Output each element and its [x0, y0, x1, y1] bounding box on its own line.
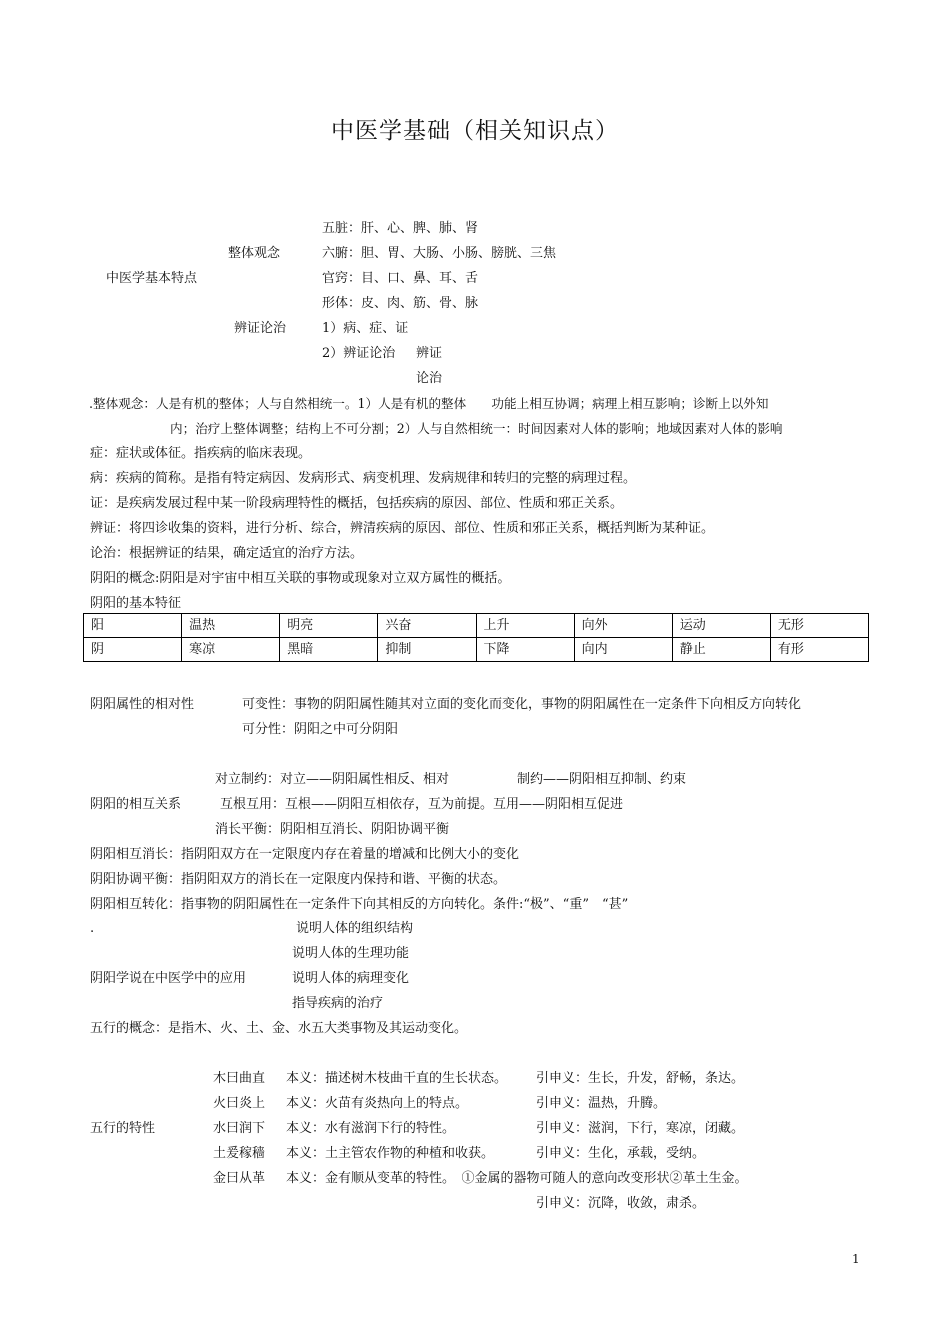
disease-definition: 病：疾病的简称。是指有特定病因、发病形式、病变机理、发病规律和转归的完整的病理过程。 — [90, 471, 637, 486]
syndrome-label: 辨证论治 — [234, 321, 287, 336]
holism-paragraph-cont: 内；治疗上整体调整；结构上不可分割；2）人与自然相统一：时间因素对人体的影响；地域因素对人体的影响 — [170, 421, 783, 436]
relativity-label: 阴阳属性的相对性 — [90, 697, 195, 712]
table-cell: 向内 — [574, 638, 672, 662]
table-cell: 寒凉 — [182, 638, 280, 662]
wuxing-name-metal: 金曰从革 — [213, 1171, 266, 1186]
application-item-3: 说明人体的病理变化 — [292, 971, 410, 986]
syndrome-item-1: 1）病、症、证 — [322, 321, 409, 336]
table-cell: 上升 — [476, 614, 574, 638]
relation-opposition: 对立制约：对立——阴阳属性相反、相对 — [215, 772, 450, 787]
wuxing-original-earth: 本义：土主管农作物的种植和收获。 — [286, 1146, 495, 1161]
holism-label: 整体观念 — [228, 246, 281, 261]
yinyang-features-heading: 阴阳的基本特征 — [90, 596, 182, 611]
wuxing-name-water: 水曰润下 — [213, 1121, 266, 1136]
table-row-yin — [84, 638, 869, 662]
treatment-definition: 论治：根据辨证的结果，确定适宜的治疗方法。 — [90, 546, 364, 561]
table-cell: 阳 — [84, 614, 182, 638]
table-cell: 抑制 — [378, 638, 476, 662]
wuxing-concept: 五行的概念：是指木、火、土、金、水五大类事物及其运动变化。 — [90, 1021, 468, 1036]
table-cell: 有形 — [770, 638, 868, 662]
syndrome-sub-differentiation: 辨证 — [416, 346, 443, 361]
organ-list-orifices: 官窍：目、口、鼻、耳、舌 — [322, 271, 479, 286]
wuxing-original-metal: 本义：金有顺从变革的特性。 ①金属的器物可随人的意向改变形状②革土生金。 — [286, 1171, 748, 1186]
application-item-1: 说明人体的组织结构 — [296, 921, 414, 936]
relativity-divisibility: 可分性：阴阳之中可分阴阳 — [242, 722, 399, 737]
page-title: 中医学基础（相关知识点） — [331, 118, 619, 144]
page-number: 1 — [852, 1252, 860, 1266]
application-label: 阴阳学说在中医学中的应用 — [90, 971, 247, 986]
organ-list-zang: 五脏：肝、心、脾、肺、肾 — [322, 221, 479, 236]
application-item-2: 说明人体的生理功能 — [292, 946, 410, 961]
syndrome-item-2: 2）辨证论治 — [322, 346, 396, 361]
wuxing-extended-water: 引申义：滋润，下行，寒凉，闭藏。 — [536, 1121, 745, 1136]
wuxing-name-fire: 火曰炎上 — [213, 1096, 266, 1111]
table-cell: 兴奋 — [378, 614, 476, 638]
table-cell: 阴 — [84, 638, 182, 662]
table-cell: 黑暗 — [280, 638, 378, 662]
application-item-4: 指导疾病的治疗 — [292, 996, 384, 1011]
table-cell: 温热 — [182, 614, 280, 638]
waxing-waning-definition: 阴阳相互消长：指阴阳双方在一定限度内存在着量的增减和比例大小的变化 — [90, 847, 520, 862]
table-cell: 明亮 — [280, 614, 378, 638]
balance-definition: 阴阳协调平衡：指阴阳双方的消长在一定限度内保持和谐、平衡的状态。 — [90, 872, 507, 887]
wuxing-extended-fire: 引申义：温热，升腾。 — [536, 1096, 667, 1111]
table-cell: 运动 — [672, 614, 770, 638]
wuxing-original-fire: 本义：火苗有炎热向上的特点。 — [286, 1096, 469, 1111]
organ-list-fu: 六腑：胆、胃、大肠、小肠、膀胱、三焦 — [322, 246, 557, 261]
wuxing-extended-wood: 引申义：生长，升发，舒畅，条达。 — [536, 1071, 745, 1086]
wuxing-extended-metal: 引申义：沉降，收敛，肃杀。 — [536, 1196, 706, 1211]
yinyang-concept: 阴阳的概念:阴阳是对宇宙中相互关联的事物或现象对立双方属性的概括。 — [90, 571, 511, 586]
relation-interdependence: 互根互用：互根——阴阳互相依存，互为前提。互用——阴阳相互促进 — [220, 797, 624, 812]
table-cell: 静止 — [672, 638, 770, 662]
table-row-yang — [84, 614, 869, 638]
symptom-definition: 症：症状或体征。指疾病的临床表现。 — [90, 446, 312, 461]
syndrome-definition: 证：是疾病发展过程中某一阶段病理特性的概括，包括疾病的原因、部位、性质和邪正关系。 — [90, 496, 624, 511]
organ-list-body: 形体：皮、肉、筋、骨、脉 — [322, 296, 479, 311]
wuxing-label: 五行的特性 — [90, 1121, 156, 1136]
wuxing-original-water: 本义：水有滋润下行的特性。 — [286, 1121, 456, 1136]
relativity-variability: 可变性：事物的阴阳属性随其对立面的变化而变化，事物的阴阳属性在一定条件下向相反方向转化 — [242, 697, 802, 712]
relation-restraint: 制约——阴阳相互抑制、约束 — [517, 772, 687, 787]
relation-waxing-waning: 消长平衡：阴阳相互消长、阴阳协调平衡 — [215, 822, 450, 837]
table-cell: 无形 — [770, 614, 868, 638]
differentiation-definition: 辨证：将四诊收集的资料，进行分析、综合，辨清疾病的原因、部位、性质和邪正关系，概括判断为某种证。 — [90, 521, 715, 536]
wuxing-name-wood: 木曰曲直 — [213, 1071, 266, 1086]
wuxing-original-wood: 本义：描述树木枝曲干直的生长状态。 — [286, 1071, 508, 1086]
relations-label: 阴阳的相互关系 — [90, 797, 182, 812]
table-cell: 下降 — [476, 638, 574, 662]
syndrome-sub-treatment: 论治 — [416, 371, 443, 386]
table-cell: 向外 — [574, 614, 672, 638]
basic-features-label: 中医学基本特点 — [106, 271, 198, 286]
wuxing-extended-earth: 引申义：生化，承载，受纳。 — [536, 1146, 706, 1161]
wuxing-name-earth: 土爰稼穑 — [213, 1146, 266, 1161]
holism-paragraph: .整体观念：人是有机的整体；人与自然相统一。1）人是有机的整体 功能上相互协调；病理上相互影响；诊断上以外知 — [89, 396, 769, 411]
application-dot: . — [90, 921, 95, 936]
transformation-definition: 阴阳相互转化：指事物的阴阳属性在一定条件下向其相反的方向转化。条件:“极”、“重” “甚” — [90, 897, 629, 912]
yinyang-table — [83, 613, 869, 662]
